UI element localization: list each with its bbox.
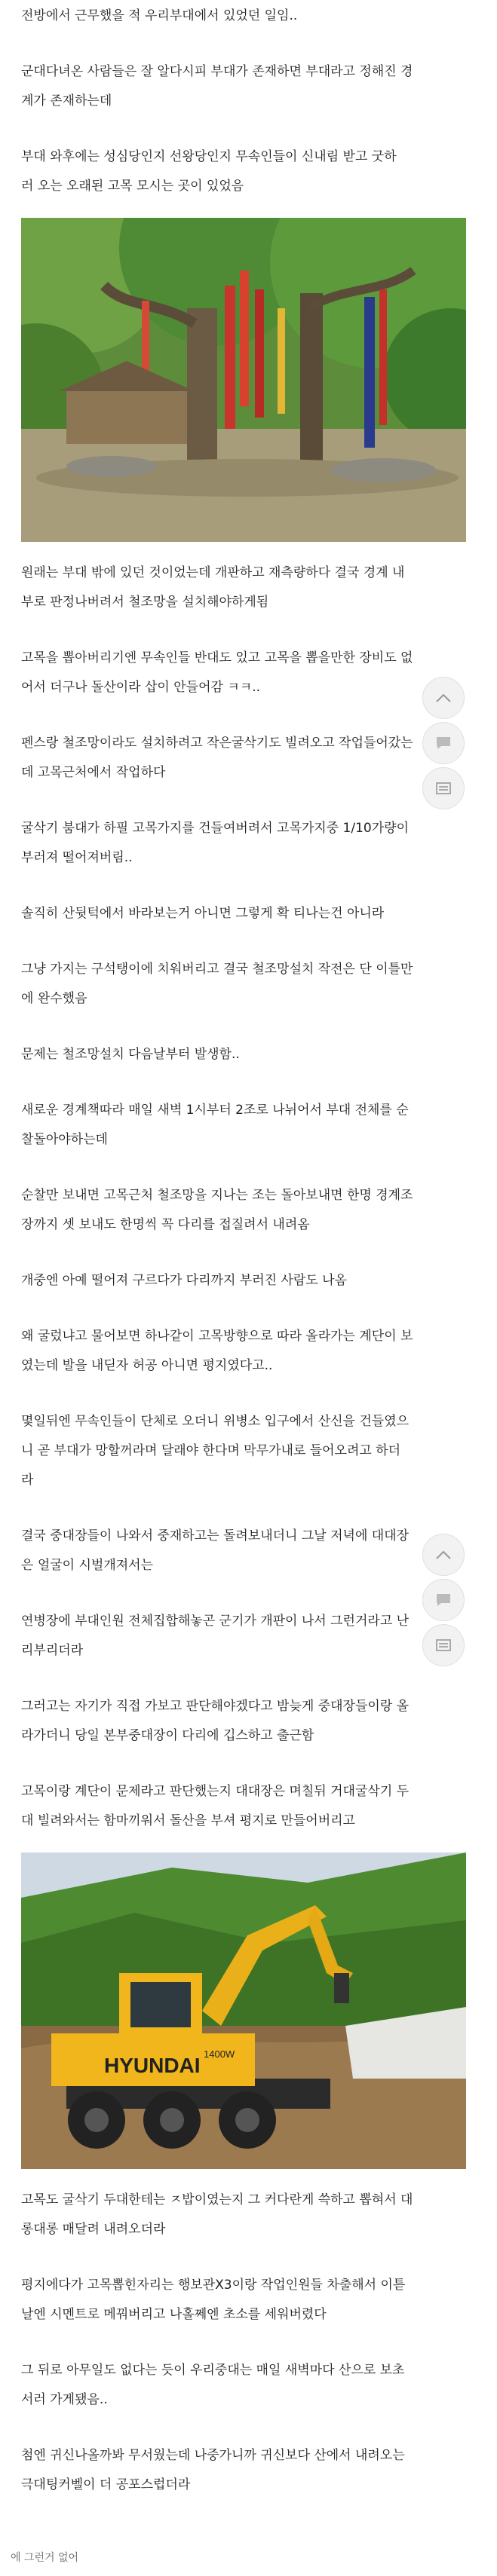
scroll-top-button-2[interactable] (422, 1534, 465, 1576)
post-body (21, 0, 481, 2500)
paragraph-line: 날엔 시멘트로 메꿔버리고 나홀쩨엔 초소를 세워버렸다 (21, 2307, 327, 2322)
paragraph (21, 2, 481, 31)
chat-bubble-icon (435, 736, 452, 751)
paragraph-line: 원래는 부대 밖에 있던 것이었는데 개판하고 재측량하다 결국 경계 내 (21, 565, 405, 580)
paragraph-line: 그냥 가지는 구석탱이에 치워버리고 결국 철조망설치 작전은 단 이틀만 (21, 962, 413, 977)
paragraph (21, 1266, 481, 1296)
list-button-2[interactable] (422, 1624, 465, 1666)
ending-section (21, 2186, 481, 2500)
paragraph-line: 계가 존재하는데 (21, 93, 112, 109)
paragraph (21, 729, 481, 788)
paragraph-line: 첨엔 귀신나올까봐 무서웠는데 나중가니까 귀신보다 산에서 내려오는 (21, 2448, 405, 2463)
paragraph-line: 러 오는 오래된 고목 모시는 곳이 있었음 (21, 179, 244, 194)
paragraph (21, 57, 481, 116)
paragraph-line: 부로 판정나버려서 철조망을 설치해야하게됨 (21, 595, 269, 610)
paragraph (21, 1407, 481, 1495)
excavator-model: 1400W (204, 2048, 235, 2060)
shrine-tree-photo (21, 218, 466, 542)
paragraph (21, 814, 481, 873)
paragraph-line: 니 곧 부대가 망할꺼라며 달래야 한다며 막무가내로 들어오려고 하더 (21, 1443, 401, 1458)
chevron-up-icon (435, 693, 452, 703)
paragraph (21, 1692, 481, 1751)
story-section (21, 558, 481, 1836)
list-icon (436, 1639, 451, 1651)
paragraph-line: 데 고목근처에서 작업하다 (21, 765, 166, 780)
paragraph-line: 롱대롱 매달려 내려오더라 (21, 2222, 166, 2237)
paragraph-line: 장까지 셋 보내도 한명씩 꼭 다리를 접질려서 내려옴 (21, 1217, 310, 1232)
paragraph-line: 찰돌아야하는데 (21, 1132, 108, 1147)
paragraph-line: 극대팅커벨이 더 공포스럽더라 (21, 2477, 191, 2492)
paragraph-line: 굴삭기 붐대가 하필 고목가지를 건들여버려서 고목가지중 1/10가량이 (21, 821, 409, 836)
paragraph-line: 그러고는 자기가 직접 가보고 판단해야겠다고 밤늦게 중대장들이랑 올 (21, 1699, 410, 1714)
list-button[interactable] (422, 767, 465, 809)
footer-text: 에 그런거 없어 (11, 2552, 79, 2564)
paragraph-line: 에 완수했음 (21, 991, 87, 1006)
paragraph (21, 1181, 481, 1240)
chat-bubble-icon (435, 1592, 452, 1608)
paragraph (21, 2271, 481, 2330)
paragraph (21, 899, 481, 929)
paragraph-line: 평지에다가 고목뽑힌자리는 행보관X3이랑 작업인원들 차출해서 이튿 (21, 2278, 406, 2293)
scroll-top-button[interactable] (422, 677, 465, 719)
paragraph-line: 솔직히 산뒷턱에서 바라보는거 아니면 그렇게 확 티나는건 아니라 (21, 906, 385, 921)
paragraph (21, 1322, 481, 1381)
paragraph (21, 142, 481, 201)
paragraph (21, 1096, 481, 1155)
paragraph-line: 리부리더라 (21, 1643, 84, 1658)
paragraph-line: 연병장에 부대인원 전체집합해놓곤 군기가 개판이 나서 그런거라고 난 (21, 1614, 410, 1629)
paragraph (21, 2356, 481, 2415)
paragraph (21, 1040, 481, 1069)
paragraph (21, 644, 481, 702)
paragraph-line: 서러 가게됐음.. (21, 2392, 108, 2407)
paragraph (21, 1607, 481, 1666)
paragraph-line: 전방에서 근무했을 적 우리부대에서 있었던 일임.. (21, 8, 298, 23)
paragraph-line: 문제는 철조망설치 다음날부터 발생함.. (21, 1047, 240, 1062)
paragraph-line: 였는데 발을 내딛자 허공 아니면 평지였다고.. (21, 1358, 273, 1373)
paragraph-line: 개중엔 아예 떨어져 구르다가 다리까지 부러진 사람도 나옴 (21, 1273, 347, 1288)
paragraph-line: 어서 더구나 돌산이라 삽이 안들어감 ㅋㅋ.. (21, 680, 261, 695)
paragraph-line: 결국 중대장들이 나와서 중재하고는 돌려보내더니 그날 저녁에 대대장 (21, 1528, 410, 1543)
paragraph (21, 1777, 481, 1836)
paragraph-line: 왜 굴렀냐고 물어보면 하나같이 고목방향으로 따라 올라가는 계단이 보 (21, 1329, 413, 1344)
paragraph-line: 고목이랑 계단이 문제라고 판단했는지 대대장은 며칠뒤 거대굴삭기 두 (21, 1784, 410, 1799)
paragraph-line: 새로운 경계책따라 매일 새벽 1시부터 2조로 나뉘어서 부대 전체를 순 (21, 1103, 409, 1118)
paragraph (21, 558, 481, 617)
excavator-photo (21, 1852, 466, 2169)
comment-button[interactable] (422, 722, 465, 764)
paragraph-line: 부대 와후에는 성심당인지 선왕당인지 무속인들이 신내림 받고 굿하 (21, 149, 397, 164)
paragraph-line: 몇일뒤엔 무속인들이 단체로 오더니 위병소 입구에서 산신을 건들였으 (21, 1414, 410, 1429)
paragraph (21, 2186, 481, 2244)
paragraph-line: 그 뒤로 아무일도 없다는 듯이 우리중대는 매일 새벽마다 산으로 보초 (21, 2363, 405, 2378)
paragraph-line: 펜스랑 철조망이라도 설치하려고 작은굴삭기도 빌려오고 작업들어갔는 (21, 736, 413, 751)
paragraph-line: 대 빌려와서는 함마끼워서 돌산을 부셔 평지로 만들어버리고 (21, 1813, 355, 1828)
paragraph-line: 라 (21, 1473, 34, 1488)
comment-button-2[interactable] (422, 1579, 465, 1621)
paragraph-line: 군대다녀온 사람들은 잘 알다시피 부대가 존재하면 부대라고 정해진 경 (21, 64, 413, 79)
paragraph (21, 955, 481, 1014)
chevron-up-icon (435, 1550, 452, 1560)
paragraph-line: 고목을 뽑아버리기엔 무속인들 반대도 있고 고목을 뽑을만한 장비도 없 (21, 650, 413, 665)
list-icon (436, 782, 451, 794)
paragraph (21, 2441, 481, 2500)
paragraph-line: 순찰만 보내면 고목근처 철조망을 지나는 조는 돌아보내면 한명 경계조 (21, 1188, 413, 1203)
paragraph-line: 은 얼굴이 시벌개져서는 (21, 1558, 154, 1573)
paragraph-line: 부러져 떨어져버림.. (21, 850, 133, 865)
excavator-brand: HYUNDAI (104, 2054, 201, 2077)
paragraph (21, 1522, 481, 1580)
paragraph-line: 라가더니 당일 본부중대장이 다리에 깁스하고 출근함 (21, 1728, 314, 1743)
paragraph-line: 고목도 굴삭기 두대한테는 ㅈ밥이였는지 그 커다란게 쓱하고 뽑혀서 대 (21, 2192, 413, 2207)
intro-section (21, 2, 481, 201)
